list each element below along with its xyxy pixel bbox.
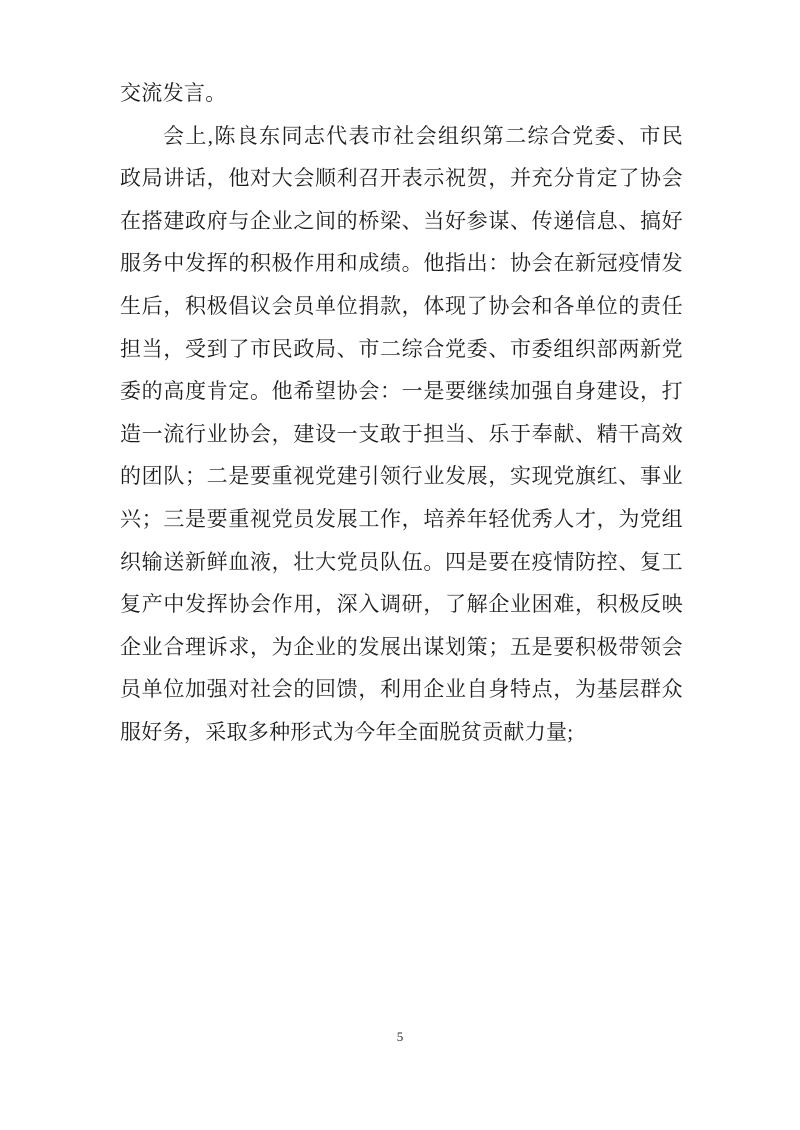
text-line: 会上,陈良东同志代表市社会组织第二综合党委、市民	[163, 123, 683, 148]
text-line: 服好务，采取多种形式为今年全面脱贫贡献力量;	[120, 719, 574, 744]
text-line: 担当，受到了市民政局、市二综合党委、市委组织部两新党	[120, 336, 683, 361]
text-line: 服务中发挥的积极作用和成绩。他指出：协会在新冠疫情发	[120, 251, 683, 276]
text-line: 委的高度肯定。他希望协会：一是要继续加强自身建设，打	[120, 379, 683, 404]
text-line: 交流发言。	[120, 81, 227, 105]
text-line: 织输送新鲜血液，壮大党员队伍。四是要在疫情防控、复工	[120, 549, 683, 574]
text-line: 复产中发挥协会作用，深入调研，了解企业困难，积极反映	[120, 592, 683, 617]
text-block	[120, 72, 683, 754]
text-line: 在搭建政府与企业之间的桥梁、当好参谋、传递信息、搞好	[120, 208, 683, 233]
text-line: 兴；三是要重视党员发展工作，培养年轻优秀人才，为党组	[120, 506, 683, 531]
text-line: 企业合理诉求，为企业的发展出谋划策；五是要积极带领会	[120, 634, 683, 659]
text-line: 造一流行业协会，建设一支敢于担当、乐于奉献、精干高效	[120, 421, 683, 446]
text-line: 的团队；二是要重视党建引领行业发展，实现党旗红、事业	[120, 464, 683, 489]
page-number: 5	[396, 1029, 404, 1044]
text-line: 政局讲话，他对大会顺利召开表示祝贺，并充分肯定了协会	[120, 166, 683, 191]
text-line: 员单位加强对社会的回馈，利用企业自身特点，为基层群众	[120, 677, 683, 702]
text-line: 生后，积极倡议会员单位捐款，体现了协会和各单位的责任	[120, 293, 683, 318]
